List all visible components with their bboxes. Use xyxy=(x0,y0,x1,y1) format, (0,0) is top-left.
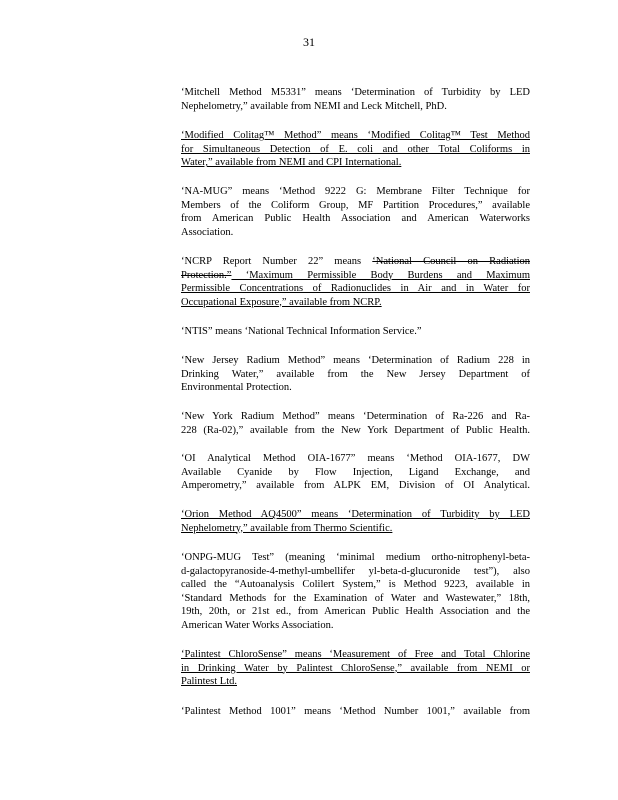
definition-line xyxy=(181,522,530,536)
definition-entry xyxy=(181,452,530,493)
definition-line xyxy=(181,452,530,466)
definition-text: from American Public Health Association and American Waterworks xyxy=(181,213,530,224)
definition-line xyxy=(181,675,530,689)
definition-line xyxy=(181,565,530,579)
definition-text: ‘Mitchell Method M5331” means ‘Determination of Turbidity by LED xyxy=(181,87,530,98)
definition-line xyxy=(181,325,530,339)
definition-line xyxy=(181,143,530,157)
definition-line xyxy=(181,466,530,480)
definition-text: Association. xyxy=(181,226,234,238)
inserted-text: ‘Palintest ChloroSense” means ‘Measurement of Free and Total Chlorine xyxy=(181,649,530,660)
definition-text: 19th, 20th, or 21st ed., from American Public Health Association and the xyxy=(181,606,530,617)
definition-line xyxy=(181,100,530,114)
inserted-text: Occupational Exposure,” available from NCRP. xyxy=(181,296,382,308)
definition-line xyxy=(181,199,530,213)
definition-line xyxy=(181,86,530,100)
definition-text: Drinking Water,” available from the New Jersey Department of xyxy=(181,368,530,380)
definition-line xyxy=(181,508,530,522)
definition-text: ‘NCRP Report Number 22” means xyxy=(181,256,373,267)
deleted-text: Protection.” xyxy=(181,269,232,281)
definition-line xyxy=(181,269,530,283)
inserted-text: ‘Orion Method AQ4500” means ‘Determination of Turbidity by LED xyxy=(181,509,530,520)
definition-text: Environmental Protection. xyxy=(181,382,292,393)
definition-line xyxy=(181,662,530,676)
definition-line xyxy=(181,578,530,592)
definition-line xyxy=(181,368,530,382)
definition-line xyxy=(181,705,530,719)
definition-entry xyxy=(181,255,530,309)
definition-entry xyxy=(181,185,530,239)
inserted-text: ‘Maximum Permissible Body Burdens and Maximum xyxy=(231,269,530,281)
definition-text: Nephelometry,” available from NEMI and Leck Mitchell, PhD. xyxy=(181,100,447,112)
inserted-text: ‘Modified Colitag™ Method” means ‘Modified Colitag™ Test Method xyxy=(181,130,530,141)
definition-text: ‘ONPG-MUG Test” (meaning ‘minimal medium ortho-nitrophenyl-beta- xyxy=(181,552,530,563)
deleted-text: ‘National Council on Radiation xyxy=(372,256,530,267)
definition-entry xyxy=(181,410,530,437)
definition-entry xyxy=(181,354,530,395)
definition-text: called the “Autoanalysis Colilert System,” is Method 9223, available in xyxy=(181,579,530,590)
definition-entry xyxy=(181,705,530,719)
definition-line xyxy=(181,129,530,143)
definition-entry xyxy=(181,325,530,339)
definition-text: American Water Works Association. xyxy=(181,619,334,631)
definition-line xyxy=(181,410,530,424)
definition-line xyxy=(181,226,530,240)
definition-text: ‘Palintest Method 1001” means ‘Method Number 1001,” available from xyxy=(181,706,530,717)
definition-line xyxy=(181,296,530,310)
definition-text: Members of the Coliform Group, MF Partition Procedures,” available xyxy=(181,199,530,211)
inserted-text: Palintest Ltd. xyxy=(181,676,237,687)
inserted-text: in Drinking Water by Palintest ChloroSense,” available from NEMI or xyxy=(181,662,530,674)
definition-text: Amperometry,” available from ALPK EM, Division of OI Analytical. xyxy=(181,480,530,491)
definition-entry xyxy=(181,508,530,535)
definition-text: d-galactopyranoside-4-methyl-umbellifer yl-beta-d-glucuronide test”), also xyxy=(181,565,530,577)
definition-text: ‘New York Radium Method” means ‘Determination of Ra-226 and Ra- xyxy=(181,411,530,422)
definition-text: ‘NTIS” means ‘National Technical Information Service.” xyxy=(181,326,422,337)
inserted-text: for Simultaneous Detection of E. coli and other Total Coliforms in xyxy=(181,143,530,155)
definition-text: 228 (Ra-02),” available from the New York Department of Public Health. xyxy=(181,424,530,436)
definition-text: ‘OI Analytical Method OIA-1677” means ‘Method OIA-1677, DW xyxy=(181,453,530,464)
definition-text: ‘Standard Methods for the Examination of Water and Wastewater,” 18th, xyxy=(181,592,530,604)
inserted-text: Permissible Concentrations of Radionuclides in Air and in Water for xyxy=(181,283,530,294)
definition-line xyxy=(181,255,530,269)
definition-line xyxy=(181,619,530,633)
definition-line xyxy=(181,479,530,493)
definition-text: ‘NA-MUG” means ‘Method 9222 G: Membrane Filter Technique for xyxy=(181,186,530,197)
definition-entry xyxy=(181,129,530,170)
definition-line xyxy=(181,156,530,170)
inserted-text: Nephelometry,” available from Thermo Scientific. xyxy=(181,522,393,534)
definition-text: ‘New Jersey Radium Method” means ‘Determination of Radium 228 in xyxy=(181,355,530,366)
definition-entry xyxy=(181,648,530,689)
definition-line xyxy=(181,551,530,565)
definition-line xyxy=(181,212,530,226)
definition-line xyxy=(181,185,530,199)
definition-text: Available Cyanide by Flow Injection, Ligand Exchange, and xyxy=(181,466,530,478)
definition-line xyxy=(181,381,530,395)
definition-line xyxy=(181,282,530,296)
definition-entry xyxy=(181,86,530,113)
definition-line xyxy=(181,605,530,619)
inserted-text: Water,” available from NEMI and CPI International. xyxy=(181,157,402,168)
definition-line xyxy=(181,648,530,662)
definition-line xyxy=(181,354,530,368)
definition-entry xyxy=(181,551,530,632)
page-number: 31 xyxy=(303,35,315,49)
definition-line xyxy=(181,592,530,606)
definition-line xyxy=(181,424,530,438)
